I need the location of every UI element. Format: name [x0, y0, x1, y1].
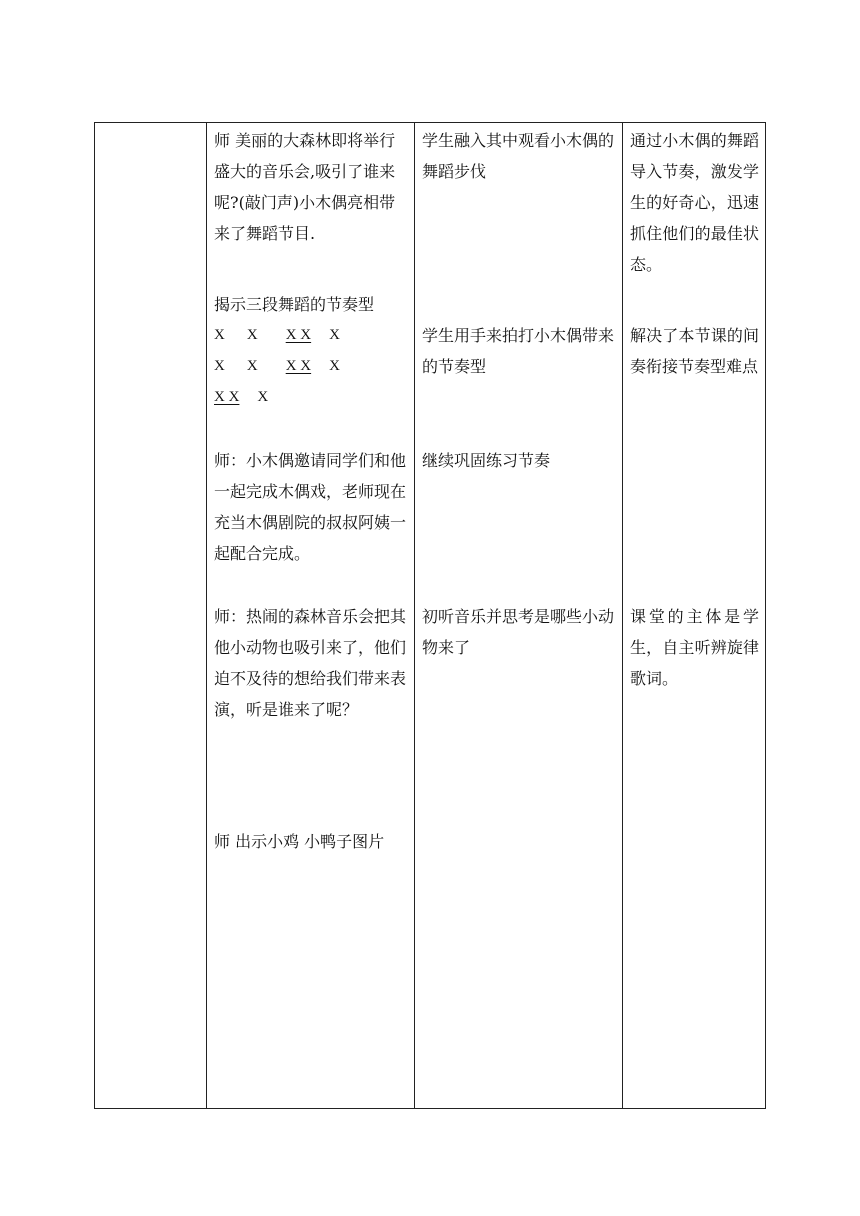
rhythm-note: X	[214, 358, 225, 374]
student-watch-text: 学生融入其中观看小木偶的舞蹈步伐	[422, 131, 615, 181]
student-clap-text: 学生用手来拍打小木偶带来的节奏型	[422, 326, 615, 376]
stage-column	[95, 123, 206, 1108]
student-activity-column	[414, 123, 622, 1108]
rhythm-note: X	[246, 358, 258, 374]
intent-difficulty-text: 解决了本节课的间奏衔接节奏型难点	[630, 326, 759, 376]
student-listen-text: 初听音乐并思考是哪些小动物来了	[422, 607, 615, 657]
teacher-intro-text: 师 美丽的大森林即将举行盛大的音乐会,吸引了谁来呢?(敲门声)小木偶亮相带来了舞蹈节目.	[214, 131, 396, 243]
rhythm-note: X	[246, 327, 258, 343]
rhythm-note: X	[257, 389, 269, 405]
intent-subject-text: 课堂的主体是学生，自主听辨旋律歌词。	[630, 607, 759, 688]
rhythm-line	[214, 351, 340, 382]
show-pictures-text: 师 出示小鸡 小鸭子图片	[214, 832, 385, 851]
intent-curiosity-text: 通过小木偶的舞蹈导入节奏，激发学生的好奇心，迅速抓住他们的最佳状态。	[630, 131, 759, 274]
rhythm-note: X	[329, 327, 340, 343]
rhythm-reveal-text: 揭示三段舞蹈的节奏型	[214, 295, 375, 314]
rhythm-note-underlined: X X	[285, 358, 312, 374]
rhythm-note: X	[214, 327, 225, 343]
rhythm-line	[214, 320, 340, 351]
teacher-activity-column	[206, 123, 414, 1108]
lesson-plan-table	[94, 122, 766, 1109]
forest-concert-text: 师：热闹的森林音乐会把其他小动物也吸引来了，他们迫不及待的想给我们带来表演，听是谁来了呢？	[214, 607, 407, 719]
puppet-invite-text: 师：小木偶邀请同学们和他一起完成木偶戏，老师现在充当木偶剧院的叔叔阿姨一起配合完成。	[214, 451, 407, 563]
rhythm-note-underlined: X X	[285, 327, 312, 343]
rhythm-line	[214, 382, 268, 413]
rhythm-note: X	[329, 358, 340, 374]
student-practice-text: 继续巩固练习节奏	[422, 451, 551, 470]
design-intent-column	[622, 123, 765, 1108]
rhythm-note-underlined: X X	[214, 389, 240, 405]
